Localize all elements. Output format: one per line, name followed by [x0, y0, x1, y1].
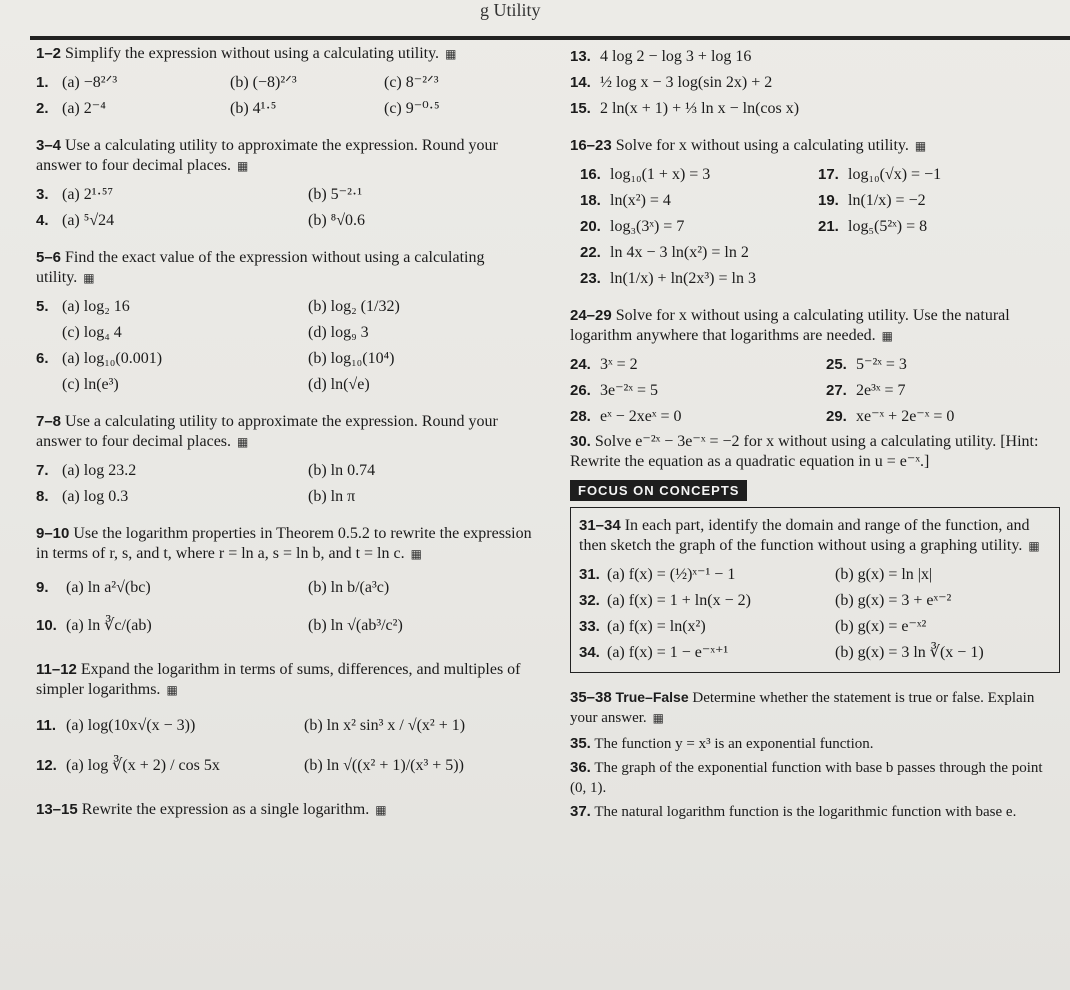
calculator-icon: ▦ — [652, 711, 664, 725]
problem-4: 4. (a) ⁵√24 (b) ⁸√0.6 — [36, 212, 366, 229]
calculator-icon: ▦ — [237, 435, 249, 449]
problem-6: 6. (a) log₁₀(0.001) (b) log₁₀(10⁴) — [36, 350, 395, 367]
problem-16-17: 16. log₁₀(1 + x) = 3 17. log₁₀(√x) = −1 — [580, 166, 942, 183]
problem-26-27: 26. 3e⁻²ˣ = 5 27. 2e³ˣ = 7 — [570, 382, 906, 399]
problem-10: 10. (a) ln ∛c/(ab) (b) ln √(ab³/c²) — [36, 617, 403, 634]
problem-7: 7. (a) log 23.2 (b) ln 0.74 — [36, 462, 376, 479]
problem-15: 15. 2 ln(x + 1) + ⅓ ln x − ln(cos x) — [570, 100, 800, 117]
right-column — [570, 44, 1060, 822]
problem-30: 30. Solve e⁻²ˣ − 3e⁻ˣ = −2 for x without using a calculating utility. [Hint: Rewrite the equation as a quadratic equation in u = e⁻ˣ.] — [570, 433, 1039, 470]
section-3-4: 3–4 Use a calculating utility to approximate the expression. Round your answer to four decimal places. ▦ — [36, 137, 498, 174]
calculator-icon: ▦ — [445, 47, 457, 61]
calculator-icon: ▦ — [410, 547, 422, 561]
problem-24-25: 24. 3ˣ = 2 25. 5⁻²ˣ = 3 — [570, 356, 907, 373]
problem-11: 11. (a) log(10x√(x − 3)) (b) ln x² sin³ x / √(x² + 1) — [36, 717, 466, 734]
focus-box — [570, 507, 1060, 673]
calculator-icon: ▦ — [166, 683, 178, 697]
section-24-29: 24–29 Solve for x without using a calculating utility. Use the natural logarithm anywhere that logarithms are needed. ▦ — [570, 307, 1010, 344]
calculator-icon: ▦ — [914, 139, 927, 153]
problem-5-cd: (c) log₄ 4 (d) log₉ 3 — [62, 324, 369, 341]
focus-on-concepts-label: FOCUS ON CONCEPTS — [570, 480, 747, 501]
section-16-23: 16–23 Solve for x without using a calculating utility. ▦ — [570, 137, 927, 154]
section-1-2: 1–2 Simplify the expression without using a calculating utility. ▦ — [36, 45, 457, 62]
calculator-icon: ▦ — [83, 271, 95, 285]
problem-5: 5. (a) log₂ 16 (b) log₂ (1/32) — [36, 298, 400, 315]
section-7-8: 7–8 Use a calculating utility to approximate the expression. Round your answer to four decimal places. ▦ — [36, 413, 498, 450]
problem-14: 14. ½ log x − 3 log(sin 2x) + 2 — [570, 74, 773, 91]
problem-23: 23. ln(1/x) + ln(2x³) = ln 3 — [580, 270, 756, 287]
problem-37: 37. The natural logarithm function is the logarithmic function with base e. — [570, 803, 1017, 820]
problem-36: 36. The graph of the exponential function with base b passes through the point (0, 1). — [570, 759, 1043, 796]
problem-1: 1. (a) −8²ᐟ³ (b) (−8)²ᐟ³ (c) 8⁻²ᐟ³ — [36, 74, 439, 91]
problem-6-cd: (c) ln(e³) (d) ln(√e) — [62, 376, 370, 393]
section-13-15: 13–15 Rewrite the expression as a single logarithm. ▦ — [36, 801, 387, 818]
section-35-38: 35–38 True–False Determine whether the statement is true or false. Explain your answer. ▦ — [570, 689, 1035, 726]
problem-32: 32. (a) f(x) = 1 + ln(x − 2) (b) g(x) = 3 + eˣ⁻² — [579, 592, 952, 609]
problem-9: 9. (a) ln a²√(bc) (b) ln b/(a³c) — [36, 579, 390, 596]
problem-13: 13. 4 log 2 − log 3 + log 16 — [570, 48, 752, 65]
calculator-icon: ▦ — [375, 803, 387, 817]
problem-28-29: 28. eˣ − 2xeˣ = 0 29. xe⁻ˣ + 2e⁻ˣ = 0 — [570, 408, 955, 425]
problem-20-21: 20. log₃(3ˣ) = 7 21. log₅(5²ˣ) = 8 — [580, 218, 928, 235]
problem-22: 22. ln 4x − 3 ln(x²) = ln 2 — [580, 244, 749, 261]
section-5-6: 5–6 Find the exact value of the expression without using a calculating utility. ▦ — [36, 249, 485, 286]
problem-34: 34. (a) f(x) = 1 − e⁻ˣ⁺¹ (b) g(x) = 3 ln ∛(x − 1) — [579, 644, 984, 661]
section-11-12: 11–12 Expand the logarithm in terms of sums, differences, and multiples of simpler logarithms. ▦ — [36, 661, 521, 698]
cut-off-heading: g Utility — [480, 0, 541, 20]
calculator-icon: ▦ — [237, 159, 249, 173]
problem-35: 35. The function y = x³ is an exponential function. — [570, 735, 874, 752]
problem-12: 12. (a) log ∛(x + 2) / cos 5x (b) ln √((x² + 1)/(x³ + 5)) — [36, 757, 464, 774]
problem-18-19: 18. ln(x²) = 4 19. ln(1/x) = −2 — [580, 192, 926, 209]
section-9-10: 9–10 Use the logarithm properties in Theorem 0.5.2 to rewrite the expression in terms of r, s, and t, where r = ln a, s = ln b, and t = ln c. ▦ — [36, 525, 532, 562]
left-column — [36, 44, 546, 826]
top-rule — [30, 36, 1070, 40]
problem-3: 3. (a) 2¹·⁵⁷ (b) 5⁻²·¹ — [36, 186, 363, 203]
problem-2: 2. (a) 2⁻⁴ (b) 4¹·⁵ (c) 9⁻⁰·⁵ — [36, 100, 440, 117]
problem-31: 31. (a) f(x) = (½)ˣ⁻¹ − 1 (b) g(x) = ln |x| — [579, 566, 933, 583]
section-31-34: 31–34 In each part, identify the domain and range of the function, and then sketch the graph of the function without using a graphing utility. ▦ — [579, 517, 1040, 554]
problem-8: 8. (a) log 0.3 (b) ln π — [36, 488, 356, 505]
calculator-icon: ▦ — [881, 329, 894, 343]
calculator-icon: ▦ — [1028, 539, 1040, 553]
problem-33: 33. (a) f(x) = ln(x²) (b) g(x) = e⁻ˣ² — [579, 618, 927, 635]
